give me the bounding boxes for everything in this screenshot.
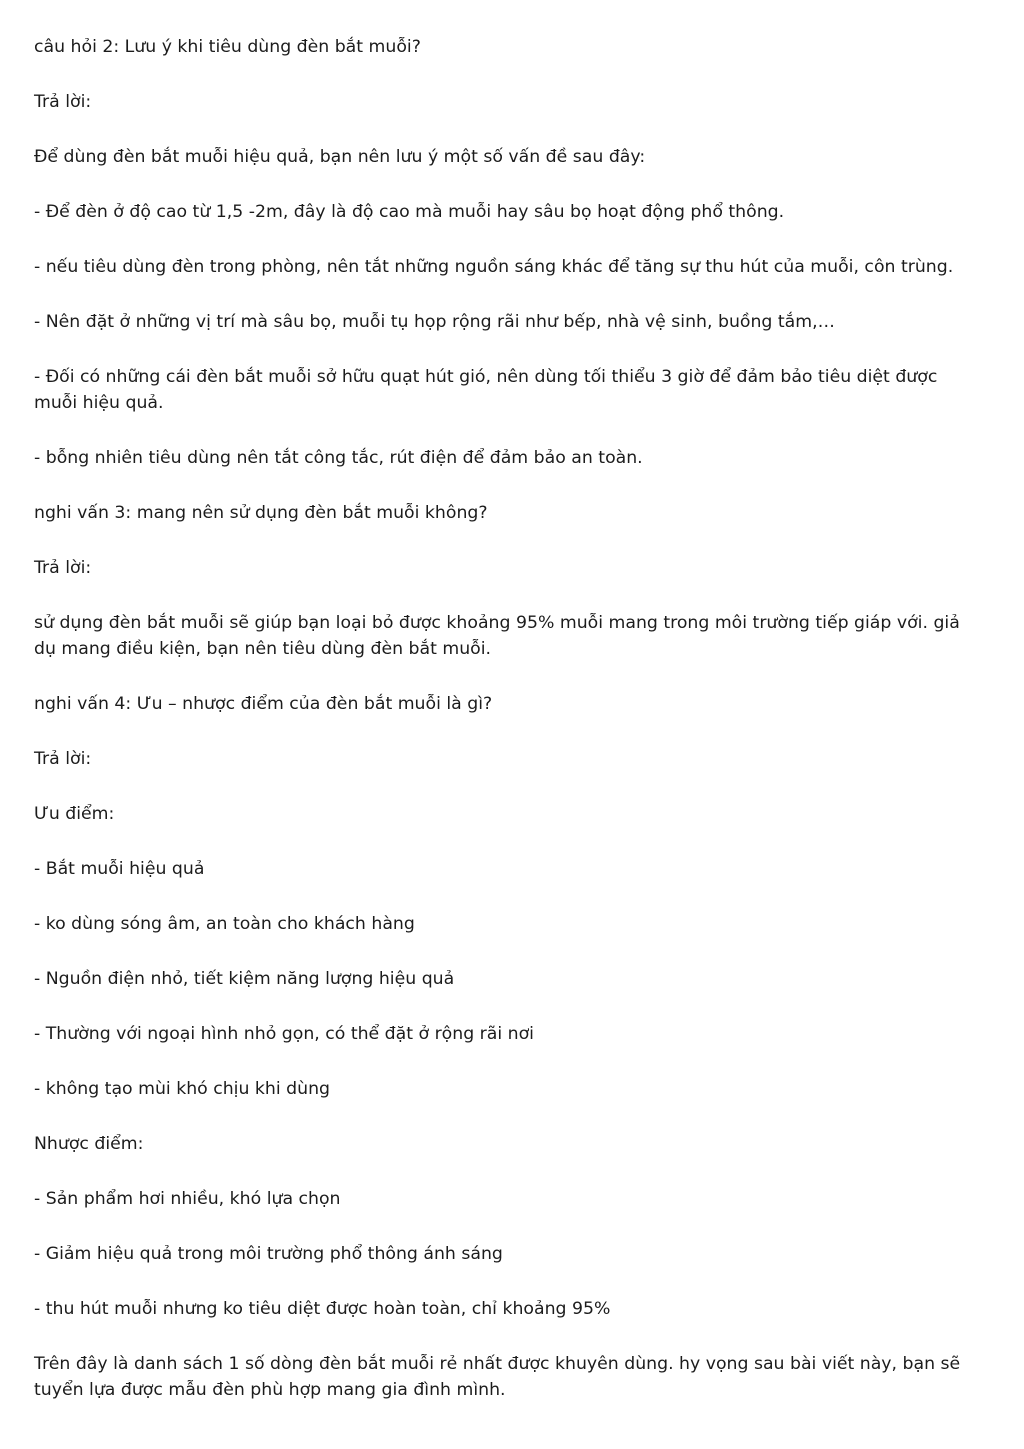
question-2-heading: câu hỏi 2: Lưu ý khi tiêu dùng đèn bắt muỗi? xyxy=(34,37,421,57)
list-item: - Bắt muỗi hiệu quả xyxy=(34,859,205,879)
list-item: - Để đèn ở độ cao từ 1,5 -2m, đây là độ cao mà muỗi hay sâu bọ hoạt động phổ thông. xyxy=(34,202,785,222)
list-item: - Thường với ngoại hình nhỏ gọn, có thể đặt ở rộng rãi nơi xyxy=(34,1024,534,1044)
document-body xyxy=(34,34,984,1432)
list-item: - Nên đặt ở những vị trí mà sâu bọ, muỗi tụ họp rộng rãi như bếp, nhà vệ sinh, buồng tắm,… xyxy=(34,312,835,332)
list-item: - Đối có những cái đèn bắt muỗi sở hữu quạt hút gió, nên dùng tối thiểu 3 giờ để đảm bảo tiêu diệt được muỗi hiệu quả. xyxy=(34,367,938,413)
list-item: - không tạo mùi khó chịu khi dùng xyxy=(34,1079,331,1099)
list-item: - Nguồn điện nhỏ, tiết kiệm năng lượng hiệu quả xyxy=(34,969,455,989)
conclusion-paragraph: Trên đây là danh sách 1 số dòng đèn bắt muỗi rẻ nhất được khuyên dùng. hy vọng sau bài viết này, bạn sẽ tuyển lựa được mẫu đèn phù hợp mang gia đình mình. xyxy=(34,1354,961,1400)
answer-label: Trả lời: xyxy=(34,749,92,769)
list-item: - bỗng nhiên tiêu dùng nên tắt công tắc, rút điện để đảm bảo an toàn. xyxy=(34,448,643,468)
list-item: - nếu tiêu dùng đèn trong phòng, nên tắt những nguồn sáng khác để tăng sự thu hút của muỗi, côn trùng. xyxy=(34,257,954,277)
paragraph: sử dụng đèn bắt muỗi sẽ giúp bạn loại bỏ được khoảng 95% muỗi mang trong môi trường tiếp giáp với. giả dụ mang điều kiện, bạn nên tiêu dùng đèn bắt muỗi. xyxy=(34,613,960,659)
list-item: - thu hút muỗi nhưng ko tiêu diệt được hoàn toàn, chỉ khoảng 95% xyxy=(34,1299,611,1319)
answer-label: Trả lời: xyxy=(34,92,92,112)
question-3-heading: nghi vấn 3: mang nên sử dụng đèn bắt muỗi không? xyxy=(34,503,488,523)
question-4-heading: nghi vấn 4: Ưu – nhược điểm của đèn bắt muỗi là gì? xyxy=(34,694,493,714)
list-item: - ko dùng sóng âm, an toàn cho khách hàng xyxy=(34,914,415,934)
paragraph: Để dùng đèn bắt muỗi hiệu quả, bạn nên lưu ý một số vấn đề sau đây: xyxy=(34,147,646,167)
list-item: - Giảm hiệu quả trong môi trường phổ thông ánh sáng xyxy=(34,1244,503,1264)
advantages-heading: Ưu điểm: xyxy=(34,804,115,824)
list-item: - Sản phẩm hơi nhiều, khó lựa chọn xyxy=(34,1189,341,1209)
disadvantages-heading: Nhược điểm: xyxy=(34,1134,144,1154)
answer-label: Trả lời: xyxy=(34,558,92,578)
